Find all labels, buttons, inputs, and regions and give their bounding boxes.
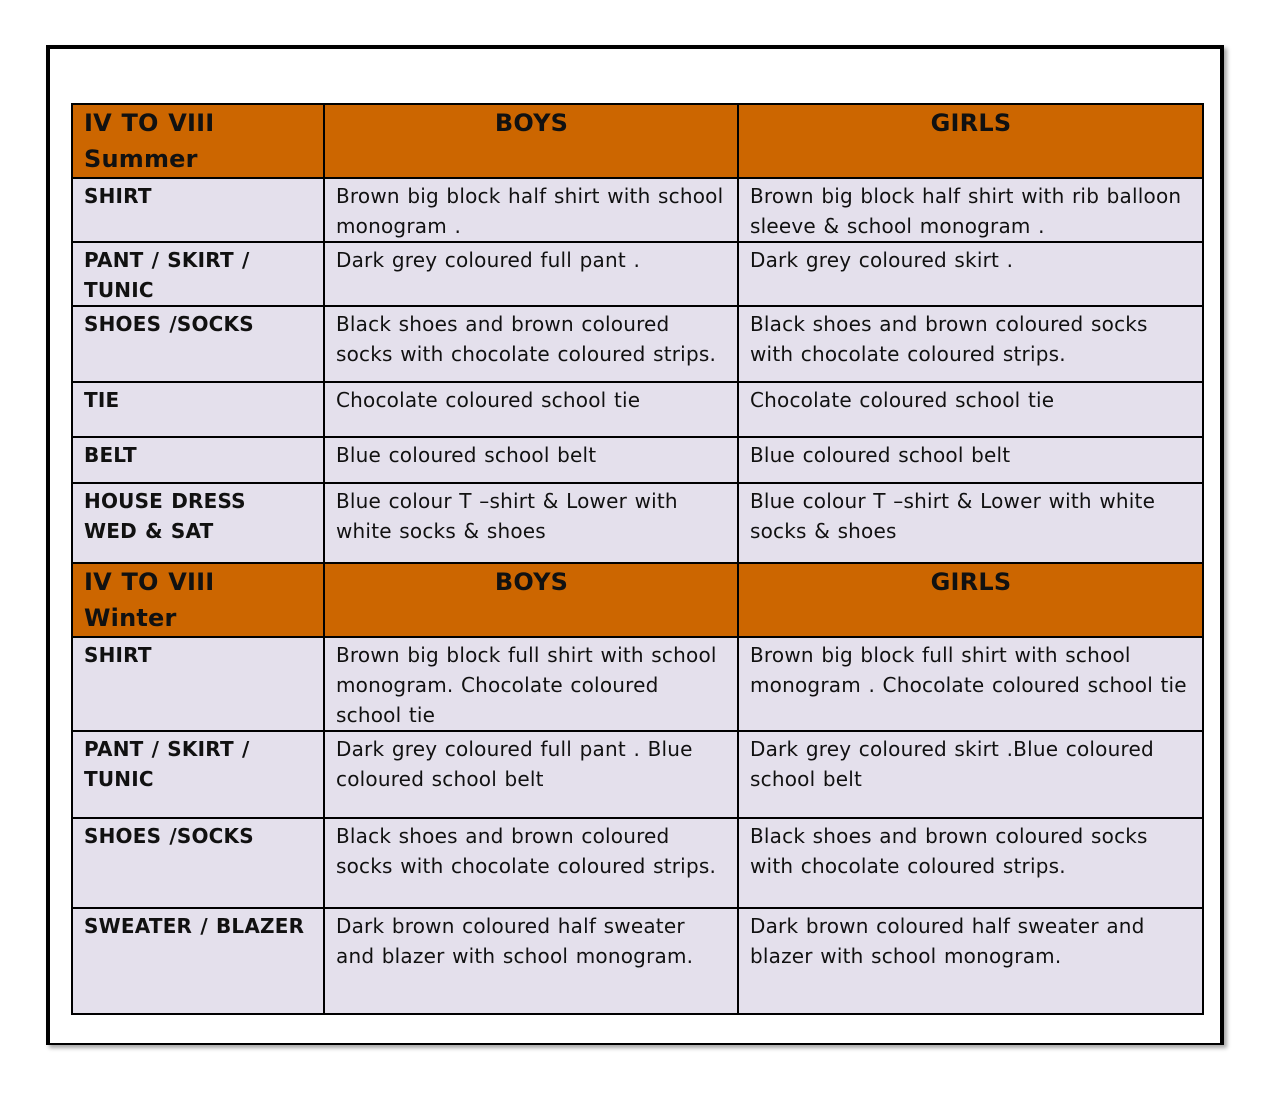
summer-header-row bbox=[72, 104, 1203, 178]
table-row bbox=[72, 242, 1203, 306]
cell-text-line: with chocolate coloured strips. bbox=[750, 854, 1066, 878]
item-label-cell bbox=[72, 731, 324, 818]
summer-girls-header: GIRLS bbox=[738, 104, 1203, 178]
winter-girls-header: GIRLS bbox=[738, 563, 1203, 637]
boys-uniform-cell bbox=[324, 637, 738, 731]
girls-uniform-cell bbox=[738, 242, 1203, 306]
winter-header-row bbox=[72, 563, 1203, 637]
item-label-cell bbox=[72, 637, 324, 731]
cell-text-line: with chocolate coloured strips. bbox=[750, 342, 1066, 366]
cell-text-line: white socks & shoes bbox=[336, 519, 546, 543]
cell-text-line: Brown big block half shirt with school bbox=[336, 184, 724, 208]
cell-text-line: socks with chocolate coloured strips. bbox=[336, 854, 717, 878]
cell-text-line: blazer with school monogram. bbox=[750, 944, 1062, 968]
cell-text-line: BELT bbox=[84, 443, 137, 467]
girls-uniform-cell bbox=[738, 382, 1203, 437]
cell-text-line: SHOES /SOCKS bbox=[84, 824, 254, 848]
table-row bbox=[72, 908, 1203, 1014]
girls-uniform-cell bbox=[738, 437, 1203, 483]
boys-uniform-cell bbox=[324, 382, 738, 437]
girls-uniform-cell bbox=[738, 731, 1203, 818]
table-row bbox=[72, 437, 1203, 483]
boys-uniform-cell bbox=[324, 178, 738, 242]
item-label-cell bbox=[72, 178, 324, 242]
cell-text-line: socks with chocolate coloured strips. bbox=[336, 342, 717, 366]
winter-boys-header: BOYS bbox=[324, 563, 738, 637]
table-row bbox=[72, 178, 1203, 242]
cell-text-line: school tie bbox=[336, 703, 436, 727]
cell-text-line: SWEATER / BLAZER bbox=[84, 914, 305, 938]
cell-text-line: Dark brown coloured half sweater bbox=[336, 914, 685, 938]
cell-text-line: PANT / SKIRT / TUNIC bbox=[84, 248, 250, 302]
cell-text-line: Black shoes and brown coloured bbox=[336, 312, 670, 336]
group-season: Winter bbox=[84, 604, 177, 632]
cell-text-line: Blue coloured school belt bbox=[336, 443, 597, 467]
cell-text-line: monogram . bbox=[336, 214, 462, 238]
boys-uniform-cell bbox=[324, 483, 738, 563]
item-label-cell bbox=[72, 382, 324, 437]
girls-uniform-cell bbox=[738, 818, 1203, 908]
cell-text-line: Brown big block full shirt with school bbox=[336, 643, 717, 667]
item-label-cell bbox=[72, 908, 324, 1014]
cell-text-line: sleeve & school monogram . bbox=[750, 214, 1045, 238]
item-label-cell bbox=[72, 483, 324, 563]
cell-text-line: school belt bbox=[750, 767, 863, 791]
cell-text-line: Blue colour T –shirt & Lower with white bbox=[750, 489, 1156, 513]
girls-uniform-cell bbox=[738, 908, 1203, 1014]
cell-text-line: Brown big block half shirt with rib balloon bbox=[750, 184, 1182, 208]
girls-uniform-cell bbox=[738, 637, 1203, 731]
cell-text-line: WED & SAT bbox=[84, 519, 214, 543]
table-row bbox=[72, 306, 1203, 382]
group-season: Summer bbox=[84, 145, 198, 173]
cell-text-line: SHIRT bbox=[84, 184, 152, 208]
boys-uniform-cell bbox=[324, 306, 738, 382]
summer-group-header bbox=[72, 104, 324, 178]
table-row bbox=[72, 382, 1203, 437]
uniform-table bbox=[71, 103, 1204, 1015]
cell-text-line: HOUSE DRESS bbox=[84, 489, 246, 513]
cell-text-line: Dark grey coloured skirt .Blue coloured bbox=[750, 737, 1154, 761]
cell-text-line: Chocolate coloured school tie bbox=[336, 388, 641, 412]
cell-text-line: SHOES /SOCKS bbox=[84, 312, 254, 336]
table-row bbox=[72, 637, 1203, 731]
summer-boys-header: BOYS bbox=[324, 104, 738, 178]
cell-text-line: Brown big block full shirt with school bbox=[750, 643, 1131, 667]
cell-text-line: Dark grey coloured full pant . bbox=[336, 248, 641, 272]
cell-text-line: coloured school belt bbox=[336, 767, 544, 791]
cell-text-line: Blue colour T –shirt & Lower with bbox=[336, 489, 678, 513]
boys-uniform-cell bbox=[324, 818, 738, 908]
cell-text-line: TIE bbox=[84, 388, 120, 412]
cell-text-line: Black shoes and brown coloured socks bbox=[750, 824, 1148, 848]
table-row bbox=[72, 483, 1203, 563]
boys-uniform-cell bbox=[324, 242, 738, 306]
cell-text-line: SHIRT bbox=[84, 643, 152, 667]
boys-uniform-cell bbox=[324, 908, 738, 1014]
winter-group-header bbox=[72, 563, 324, 637]
cell-text-line: Chocolate coloured school tie bbox=[750, 388, 1055, 412]
cell-text-line: PANT / SKIRT / TUNIC bbox=[84, 737, 250, 791]
boys-uniform-cell bbox=[324, 731, 738, 818]
item-label-cell bbox=[72, 818, 324, 908]
cell-text-line: Black shoes and brown coloured bbox=[336, 824, 670, 848]
item-label-cell bbox=[72, 437, 324, 483]
cell-text-line: Dark grey coloured full pant . Blue bbox=[336, 737, 693, 761]
girls-uniform-cell bbox=[738, 306, 1203, 382]
group-class-range: IV TO VIII bbox=[84, 109, 215, 137]
girls-uniform-cell bbox=[738, 483, 1203, 563]
table-row bbox=[72, 818, 1203, 908]
cell-text-line: monogram . Chocolate coloured school tie bbox=[750, 673, 1187, 697]
table-row bbox=[72, 731, 1203, 818]
item-label-cell bbox=[72, 242, 324, 306]
cell-text-line: Dark grey coloured skirt . bbox=[750, 248, 1014, 272]
cell-text-line: socks & shoes bbox=[750, 519, 897, 543]
uniform-table-body bbox=[72, 104, 1203, 1014]
cell-text-line: monogram. Chocolate coloured bbox=[336, 673, 659, 697]
boys-uniform-cell bbox=[324, 437, 738, 483]
cell-text-line: and blazer with school monogram. bbox=[336, 944, 694, 968]
cell-text-line: Dark brown coloured half sweater and bbox=[750, 914, 1145, 938]
cell-text-line: Black shoes and brown coloured socks bbox=[750, 312, 1148, 336]
group-class-range: IV TO VIII bbox=[84, 568, 215, 596]
girls-uniform-cell bbox=[738, 178, 1203, 242]
item-label-cell bbox=[72, 306, 324, 382]
cell-text-line: Blue coloured school belt bbox=[750, 443, 1011, 467]
